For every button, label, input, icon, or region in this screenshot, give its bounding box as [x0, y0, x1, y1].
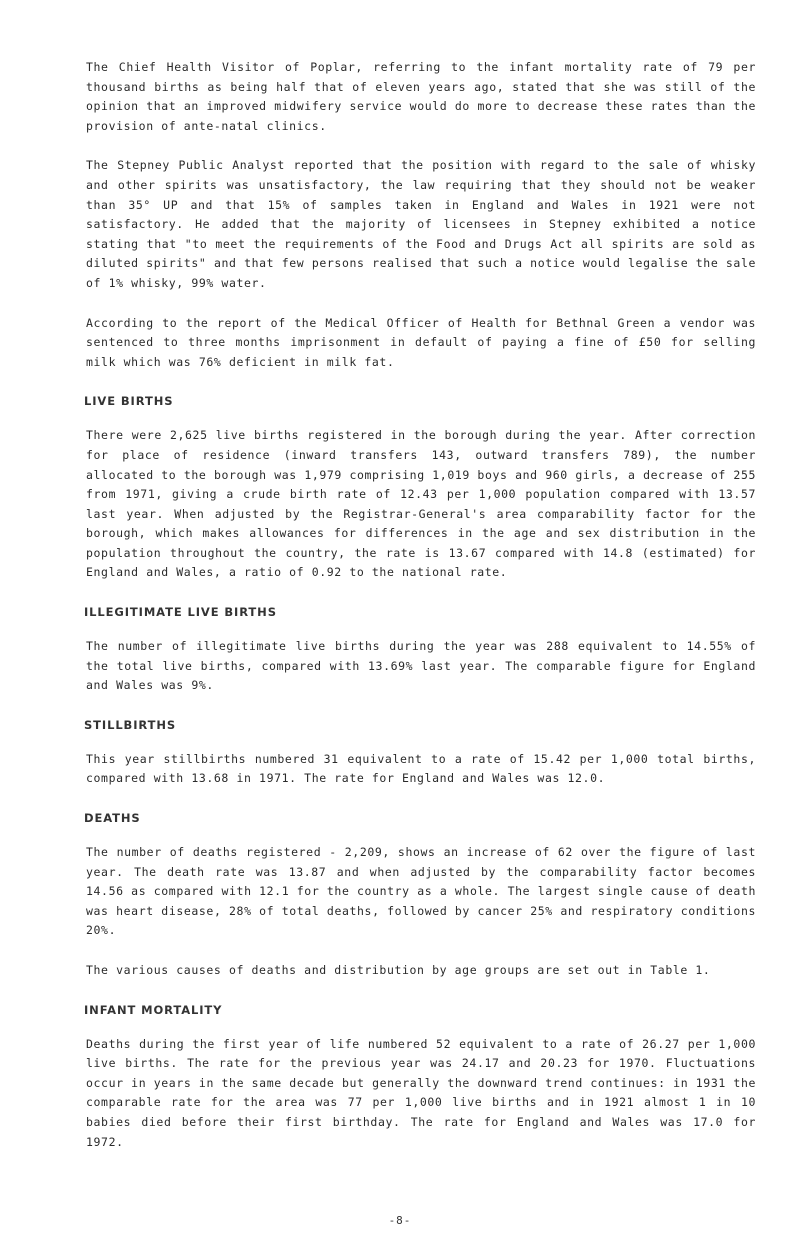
paragraph-deaths-table-reference: The various causes of deaths and distribution by age groups are set out in Table 1.	[86, 963, 711, 977]
paragraph-poplar-health-visitor: The Chief Health Visitor of Poplar, referring to the infant mortality rate of 79 per thousand births as being half that of eleven years ago, stated that she was still of the opinion that an improved midwifery service would do more to decrease these rates than the provision of ante-natal clinics.	[86, 60, 756, 133]
paragraph-stillbirths: This year stillbirths numbered 31 equivalent to a rate of 15.42 per 1,000 total births, compared with 13.68 in 1971. The rate for England and Wales was 12.0.	[86, 751, 756, 786]
paragraph-stepney-analyst: The Stepney Public Analyst reported that the position with regard to the sale of whisky and other spirits was unsatisfactory, the law requiring that they should not be weaker than 35° UP and that 15% of samples taken in England and Wales in 1921 were not satisfactory. He added that the majority of licensees in Stepney exhibited a notice stating that "to meet the requirements of the Food and Drugs Act all spirits are sold as diluted spirits" and that few persons realised that such a notice would legalise the sale of 1% whisky, 99% water.	[86, 158, 756, 290]
heading-deaths: DEATHS	[84, 811, 141, 826]
heading-infant-mortality: INFANT MORTALITY	[84, 1002, 223, 1017]
paragraph-live-births: There were 2,625 live births registered in the borough during the year. After correction for place of residence (inward transfers 143, outward transfers 789), the number allocated to the borough was 1,979 comprising 1,019 boys and 960 girls, a decrease of 255 from 1971, giving a crude birth rate of 12.43 per 1,000 population compared with 13.57 last year. When adjusted by the Registrar-General's area comparability factor for the borough, which makes allowances for differences in the age and sex distribution in the population throughout the country, the rate is 13.67 compared with 14.8 (estimated) for England and Wales, a ratio of 0.92 to the national rate.	[86, 428, 756, 580]
page-number: -8-	[388, 1214, 412, 1227]
document-page	[86, 58, 756, 1152]
section-stillbirths	[86, 718, 756, 789]
paragraph-infant-mortality: Deaths during the first year of life numbered 52 equivalent to a rate of 26.27 per 1,000 live births. The rate for the previous year was 24.17 and 20.23 for 1970. Fluctuations occur in years in the same decade but generally the downward trend continues: in 1931 the comparable rate for the area was 77 per 1,000 live births and in 1921 almost 1 in 10 babies died before their first birthday. The rate for England and Wales was 17.0 for 1972.	[86, 1036, 756, 1149]
section-deaths	[86, 811, 756, 981]
section-live-births	[86, 394, 756, 583]
paragraph-illegitimate-live-births: The number of illegitimate live births during the year was 288 equivalent to 14.55% of the total live births, compared with 13.69% last year. The comparable figure for England and Wales was 9%.	[86, 639, 756, 693]
heading-stillbirths: STILLBIRTHS	[84, 717, 177, 732]
paragraph-deaths: The number of deaths registered - 2,209, shows an increase of 62 over the figure of last year. The death rate was 13.87 and when adjusted by the comparability factor becomes 14.56 as compared with 12.1 for the country as a whole. The largest single cause of death was heart disease, 28% of total deaths, followed by cancer 25% and respiratory conditions 20%.	[86, 845, 756, 938]
section-illegitimate-live-births	[86, 605, 756, 696]
section-infant-mortality	[86, 1003, 756, 1153]
paragraph-bethnal-green: According to the report of the Medical Officer of Health for Bethnal Green a vendor was sentenced to three months imprisonment in default of paying a fine of £50 for selling milk which was 76% deficient in milk fat.	[86, 315, 756, 369]
heading-live-births: LIVE BIRTHS	[84, 394, 174, 409]
heading-illegitimate-live-births: ILLEGITIMATE LIVE BIRTHS	[84, 605, 277, 620]
